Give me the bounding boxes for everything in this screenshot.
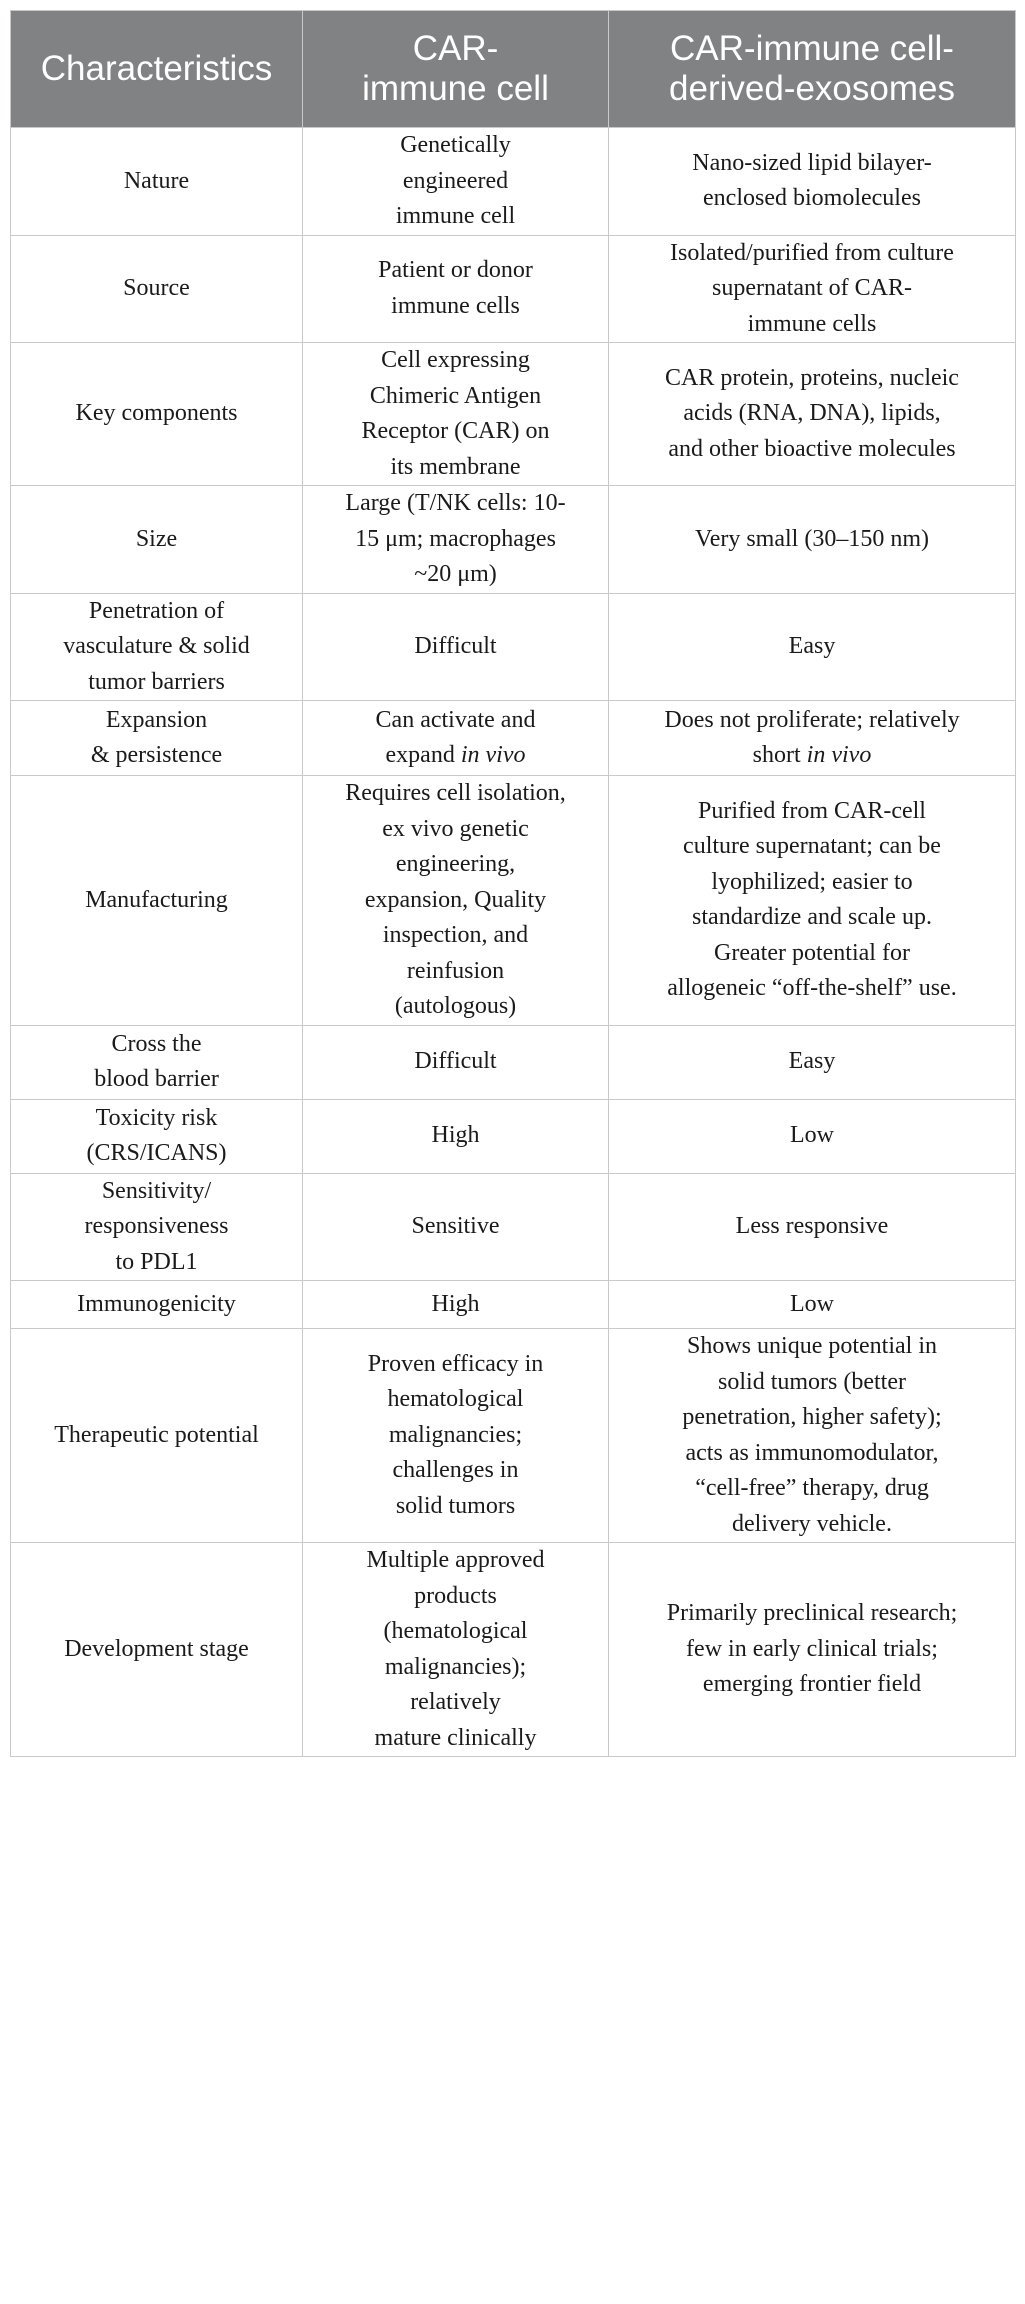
car-cell-value-line: High: [431, 1122, 480, 1149]
table-row: [11, 128, 1016, 236]
car-cell-value: [303, 128, 609, 236]
car-cell-value-line: (hematological: [383, 1618, 528, 1644]
car-cell-value-line: expansion, Quality: [364, 886, 547, 913]
header-characteristics-line: Characteristics: [40, 49, 273, 88]
exosome-value: [609, 235, 1016, 343]
exosome-value-line: Easy: [788, 633, 836, 659]
exosome-value-line: Low: [790, 1290, 834, 1317]
car-cell-value-line: Large (T/NK cells: 10-: [345, 490, 566, 516]
car-cell-value-line: ex vivo genetic: [382, 815, 529, 842]
car-cell-value-line: Requires cell isolation,: [345, 780, 566, 806]
car-cell-value-line: High: [431, 1290, 480, 1317]
exosome-value-line: CAR protein, proteins, nucleic: [665, 364, 959, 391]
exosome-value: [609, 1099, 1016, 1173]
exosome-value-line: Less responsive: [735, 1213, 889, 1239]
car-cell-value-line: hematological: [387, 1386, 524, 1413]
exosome-value-line: Purified from CAR-cell: [698, 797, 926, 824]
characteristic-cell: [11, 343, 303, 486]
header-row: [11, 11, 1016, 128]
characteristic-cell-line: Sensitivity/: [101, 1177, 212, 1204]
characteristic-cell: [11, 1025, 303, 1099]
car-cell-value-line: reinfusion: [406, 957, 505, 984]
characteristic-cell-line: Immunogenicity: [77, 1290, 236, 1317]
car-cell-value-line: ~20 μm): [414, 561, 497, 587]
exosome-value-line: Does not proliferate; relatively: [664, 706, 960, 733]
characteristic-cell-line: Manufacturing: [85, 886, 228, 913]
car-cell-value-line: immune cell: [395, 203, 516, 229]
characteristic-cell-line: blood barrier: [94, 1066, 219, 1092]
exosome-value-line: penetration, higher safety);: [682, 1404, 942, 1430]
characteristic-cell-line: Nature: [123, 167, 190, 194]
table-row: [11, 593, 1016, 701]
table-body: [11, 128, 1016, 1757]
table-row: [11, 1281, 1016, 1329]
exosome-value: [609, 1329, 1016, 1543]
car-cell-value-line: expand in vivo: [385, 742, 526, 768]
car-cell-value-line: 15 μm; macrophages: [355, 525, 556, 552]
car-cell-value-line: Difficult: [414, 1048, 497, 1075]
characteristic-cell: [11, 1543, 303, 1757]
car-cell-value-line: Patient or donor: [378, 257, 533, 284]
car-cell-value-line: Proven efficacy in: [367, 1350, 544, 1377]
table-row: [11, 343, 1016, 486]
exosome-value-line: acts as immunomodulator,: [685, 1439, 939, 1466]
comparison-table-container: [10, 10, 1015, 1757]
characteristic-cell-line: Source: [123, 275, 190, 301]
exosome-value-line: Easy: [788, 1048, 836, 1075]
table-row: [11, 776, 1016, 1026]
exosome-value-line: Very small (30–150 nm): [695, 525, 929, 552]
characteristic-cell: [11, 486, 303, 594]
exosome-value-line: short in vivo: [752, 742, 872, 768]
exosome-value-line: enclosed biomolecules: [703, 185, 921, 212]
characteristic-cell-line: tumor barriers: [88, 668, 225, 695]
characteristic-cell: [11, 1329, 303, 1543]
characteristic-cell-line: Therapeutic potential: [54, 1421, 259, 1448]
header-characteristics: [11, 11, 303, 128]
car-cell-value-line: Can activate and: [375, 706, 536, 733]
header-car-immune-cell-line: immune cell: [362, 69, 549, 108]
exosome-value: [609, 1025, 1016, 1099]
car-cell-value-line: Chimeric Antigen: [369, 382, 542, 409]
characteristic-cell-line: Toxicity risk: [95, 1104, 218, 1131]
exosome-value: [609, 486, 1016, 594]
car-cell-value: [303, 1099, 609, 1173]
car-cell-value-line: immune cells: [391, 292, 520, 319]
header-car-immune-cell-line: CAR-: [412, 29, 499, 68]
exosome-value: [609, 776, 1016, 1026]
characteristic-cell: [11, 776, 303, 1026]
car-cell-value-line: its membrane: [390, 453, 521, 480]
table-row: [11, 1173, 1016, 1281]
comparison-table: [10, 10, 1016, 1757]
exosome-value-line: immune cells: [747, 310, 877, 337]
car-cell-value: [303, 701, 609, 776]
exosome-value-line: culture supernatant; can be: [683, 833, 941, 860]
car-cell-value-line: malignancies;: [388, 1421, 523, 1448]
exosome-value-line: Low: [790, 1122, 834, 1149]
exosome-value-line: lyophilized; easier to: [711, 868, 913, 895]
characteristic-cell-line: vasculature & solid: [63, 633, 250, 659]
car-cell-value-line: Receptor (CAR) on: [361, 418, 550, 444]
table-row: [11, 701, 1016, 776]
car-cell-value: [303, 776, 609, 1026]
table-header: [11, 11, 1016, 128]
characteristic-cell-line: Cross the: [111, 1030, 202, 1057]
car-cell-value-line: Sensitive: [411, 1213, 500, 1239]
exosome-value-line: Isolated/purified from culture: [670, 239, 954, 266]
exosome-value-line: solid tumors (better: [718, 1368, 906, 1395]
car-cell-value-line: Multiple approved: [366, 1547, 545, 1573]
exosome-value-line: allogeneic “off-the-shelf” use.: [667, 975, 957, 1002]
car-cell-value-line: products: [414, 1582, 497, 1609]
car-cell-value-line: mature clinically: [374, 1724, 537, 1751]
car-cell-value-line: malignancies);: [384, 1653, 527, 1680]
characteristic-cell-line: responsiveness: [84, 1213, 229, 1239]
exosome-value-line: supernatant of CAR-: [712, 275, 912, 301]
table-row: [11, 486, 1016, 594]
characteristic-cell-line: (CRS/ICANS): [86, 1140, 227, 1166]
car-cell-value-line: engineered: [402, 167, 509, 194]
characteristic-cell-line: Expansion: [105, 706, 208, 733]
exosome-value-line: Nano-sized lipid bilayer-: [692, 149, 932, 176]
car-cell-value-line: Cell expressing: [381, 347, 530, 373]
exosome-value-line: few in early clinical trials;: [686, 1635, 938, 1662]
characteristic-cell-line: to PDL1: [115, 1248, 198, 1275]
characteristic-cell: [11, 1281, 303, 1329]
car-cell-value-line: relatively: [410, 1689, 501, 1715]
car-cell-value: [303, 1329, 609, 1543]
header-car-exosomes-line: derived-exosomes: [669, 69, 955, 108]
car-cell-value: [303, 235, 609, 343]
characteristic-cell: [11, 1099, 303, 1173]
exosome-value-line: standardize and scale up.: [692, 904, 932, 931]
table-row: [11, 1099, 1016, 1173]
exosome-value-line: Primarily preclinical research;: [666, 1600, 958, 1627]
exosome-value: [609, 1543, 1016, 1757]
car-cell-value-line: Difficult: [414, 633, 497, 659]
characteristic-cell-line: & persistence: [90, 742, 223, 768]
characteristic-cell: [11, 128, 303, 236]
characteristic-cell-line: Development stage: [64, 1635, 249, 1662]
exosome-value-line: delivery vehicle.: [732, 1510, 892, 1537]
car-cell-value-line: challenges in: [392, 1457, 519, 1484]
car-cell-value-line: engineering,: [395, 851, 516, 877]
table-row: [11, 1543, 1016, 1757]
characteristic-cell: [11, 701, 303, 776]
car-cell-value: [303, 486, 609, 594]
header-car-exosomes-line: CAR-immune cell-: [670, 29, 954, 68]
characteristic-cell-line: Penetration of: [88, 597, 225, 624]
exosome-value: [609, 1281, 1016, 1329]
exosome-value: [609, 701, 1016, 776]
car-cell-value: [303, 1281, 609, 1329]
exosome-value-line: and other bioactive molecules: [668, 435, 956, 462]
exosome-value: [609, 343, 1016, 486]
car-cell-value: [303, 1025, 609, 1099]
exosome-value-line: acids (RNA, DNA), lipids,: [683, 400, 941, 427]
exosome-value-line: “cell-free” therapy, drug: [695, 1475, 929, 1501]
characteristic-cell-line: Key components: [75, 400, 238, 427]
characteristic-cell: [11, 593, 303, 701]
car-cell-value: [303, 1543, 609, 1757]
exosome-value-line: Greater potential for: [714, 939, 910, 966]
car-cell-value: [303, 343, 609, 486]
characteristic-cell: [11, 1173, 303, 1281]
characteristic-cell-line: Size: [135, 525, 178, 552]
car-cell-value: [303, 1173, 609, 1281]
table-row: [11, 1025, 1016, 1099]
exosome-value: [609, 128, 1016, 236]
characteristic-cell: [11, 235, 303, 343]
car-cell-value-line: inspection, and: [382, 922, 529, 948]
header-car-immune-cell: [303, 11, 609, 128]
table-row: [11, 235, 1016, 343]
exosome-value-line: Shows unique potential in: [687, 1333, 937, 1359]
car-cell-value: [303, 593, 609, 701]
exosome-value: [609, 1173, 1016, 1281]
table-row: [11, 1329, 1016, 1543]
car-cell-value-line: Genetically: [400, 132, 511, 158]
exosome-value-line: emerging frontier field: [702, 1671, 922, 1698]
exosome-value: [609, 593, 1016, 701]
header-car-exosomes: [609, 11, 1016, 128]
car-cell-value-line: solid tumors: [395, 1492, 516, 1519]
car-cell-value-line: (autologous): [394, 993, 517, 1019]
